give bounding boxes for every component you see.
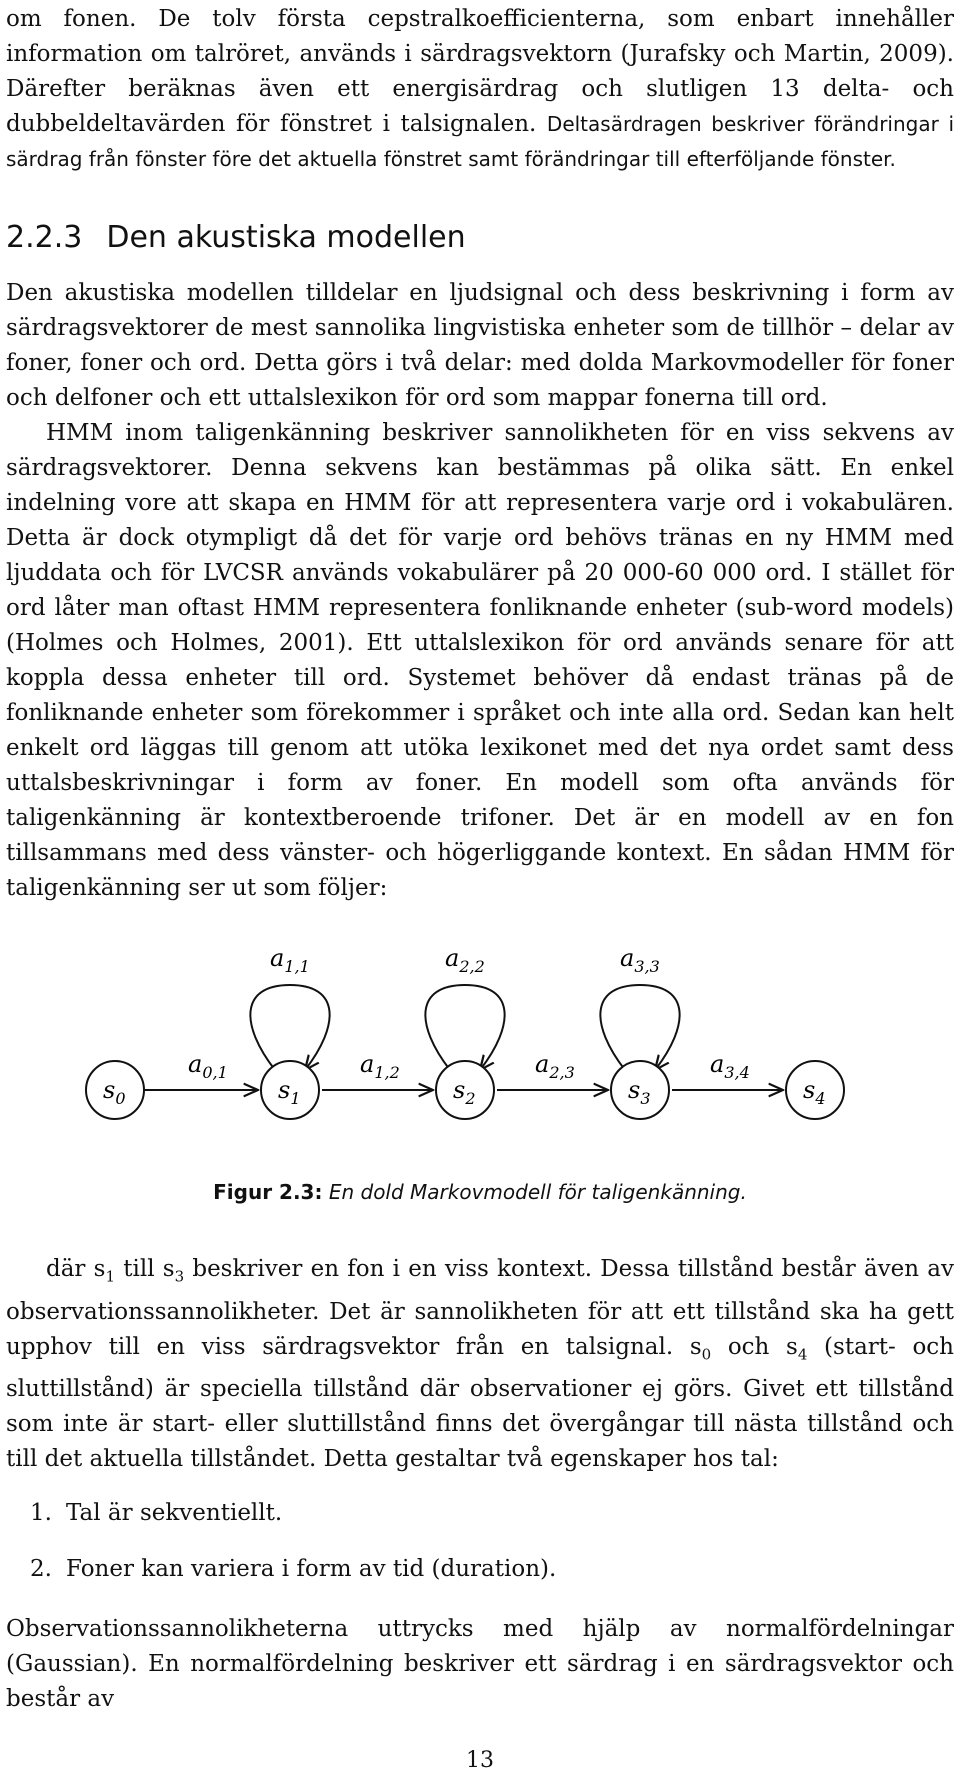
list-item: 2. Foner kan variera i form av tid (duration). [30, 1556, 557, 1582]
label-a34: $a_{3,4}$ [710, 1050, 750, 1082]
state-s3 [611, 1061, 669, 1119]
paragraph-1-delta-text: Deltasärdragen beskriver förändringar i särdrag från fönster före det aktuella fönstret samt förändringar till efterföljande fönster. [6, 112, 954, 171]
label-a11: $a_{1,1}$ [270, 944, 310, 976]
figure-caption [0, 1180, 960, 1204]
label-a33: $a_{3,3}$ [620, 944, 660, 976]
section-heading [6, 220, 466, 255]
label-a01: $a_{0,1}$ [188, 1050, 228, 1082]
self-loop-2 [425, 985, 504, 1070]
svg-text:s3: $s_3$ [628, 1076, 651, 1108]
paragraph-5: Observationssannolikheterna uttrycks med hjälp av normalfördelningar (Gaussian). En normalfördelning beskriver ett särdrag i en särdragsvektor och består av [6, 1616, 954, 1712]
label-a22: $a_{2,2}$ [445, 944, 485, 976]
page-number: 13 [466, 1748, 494, 1773]
paragraph-2: Den akustiska modellen tilldelar en ljudsignal och dess beskrivning i form av särdragsvektorer de mest sannolika lingvistiska enheter som de tillhör – delar av foner, foner och ord. Detta görs i två delar: med dolda Markovmodeller för foner och delfoner och ett uttalslexikon för ord som mappar fonerna till ord. [6, 280, 954, 411]
paragraph-3: HMM inom taligenkänning beskriver sannolikheten för en viss sekvens av särdragsvektorer. Denna sekvens kan bestämmas på olika sätt. En enkel indelning vore att skapa en HMM för att representera varje ord i vokabulären. Detta är dock otympligt då det för varje ord behövs tränas en ny HMM med ljuddata och för LVCSR används vokabulärer på 20 000-60 000 ord. I stället för ord låter man oftast HMM representera fonliknande enheter (sub-word models) (Holmes och Holmes, 2001). Ett uttalslexikon för ord används senare för att koppla dessa enheter till ord. Systemet behöver då endast tränas på de fonliknande enheter som förekommer i språket och inte alla ord. Sedan kan helt enkelt ord läggas till genom att utöka lexikonet med det nya ordet samt dess uttalsbeskrivningar i form av foner. En modell som ofta används för taligenkänning är kontextberoende trifoner. Det är en modell av en fon tillsammans med dess vänster- och högerliggande kontext. En sådan HMM för taligenkänning ser ut som följer: [6, 420, 954, 901]
caption-label: Figur 2.3: [213, 1180, 323, 1204]
paragraph-4: där $s_1$ till $s_3$ beskriver en fon i en viss kontext. Dessa tillstånd består även av observationssannolikheter. Det är sannolikheten för att ett tillstånd ska ha gett upphov till en viss särdragsvektor från en talsignal. $s_0$ och $s_4$ (start- och sluttillstånd) är speciella tillstånd där observationer ej görs. Givet ett tillstånd som inte är start- eller sluttillstånd finns det övergångar till nästa tillstånd och till det aktuella tillståndet. Detta gestaltar två egenskaper hos tal: [6, 1256, 955, 1473]
caption-text: En dold Markovmodell för taligenkänning. [328, 1180, 747, 1204]
list-item: 1. Tal är sekventiellt. [30, 1500, 283, 1526]
section-title: Den akustiska modellen [106, 220, 466, 255]
hmm-diagram [0, 920, 960, 1150]
paragraph-1-text: om fonen. De tolv första cepstralkoefficienterna, som enbart innehåller information om talröret, används i särdragsvektorn (Jurafsky och Martin, 2009). Därefter beräknas även ett energisärdrag och slutligen 13 delta- och dubbeldeltavärden för fönstret i talsignalen. [6, 6, 954, 137]
svg-text:s2: $s_2$ [453, 1076, 476, 1108]
state-s4 [786, 1061, 844, 1119]
section-number: 2.2.3 [6, 220, 83, 255]
paragraph-1 [6, 2, 954, 177]
label-a23: $a_{2,3}$ [535, 1050, 575, 1082]
state-s1 [261, 1061, 319, 1119]
state-s2 [436, 1061, 494, 1119]
self-loops [250, 985, 679, 1070]
svg-text:s4: $s_4$ [803, 1076, 826, 1108]
svg-text:s1: $s_1$ [278, 1076, 301, 1108]
self-loop-1 [250, 985, 329, 1070]
state-s0 [86, 1061, 144, 1119]
label-a12: $a_{1,2}$ [360, 1050, 400, 1082]
svg-text:s0: $s_0$ [103, 1076, 126, 1108]
self-loop-3 [600, 985, 679, 1070]
